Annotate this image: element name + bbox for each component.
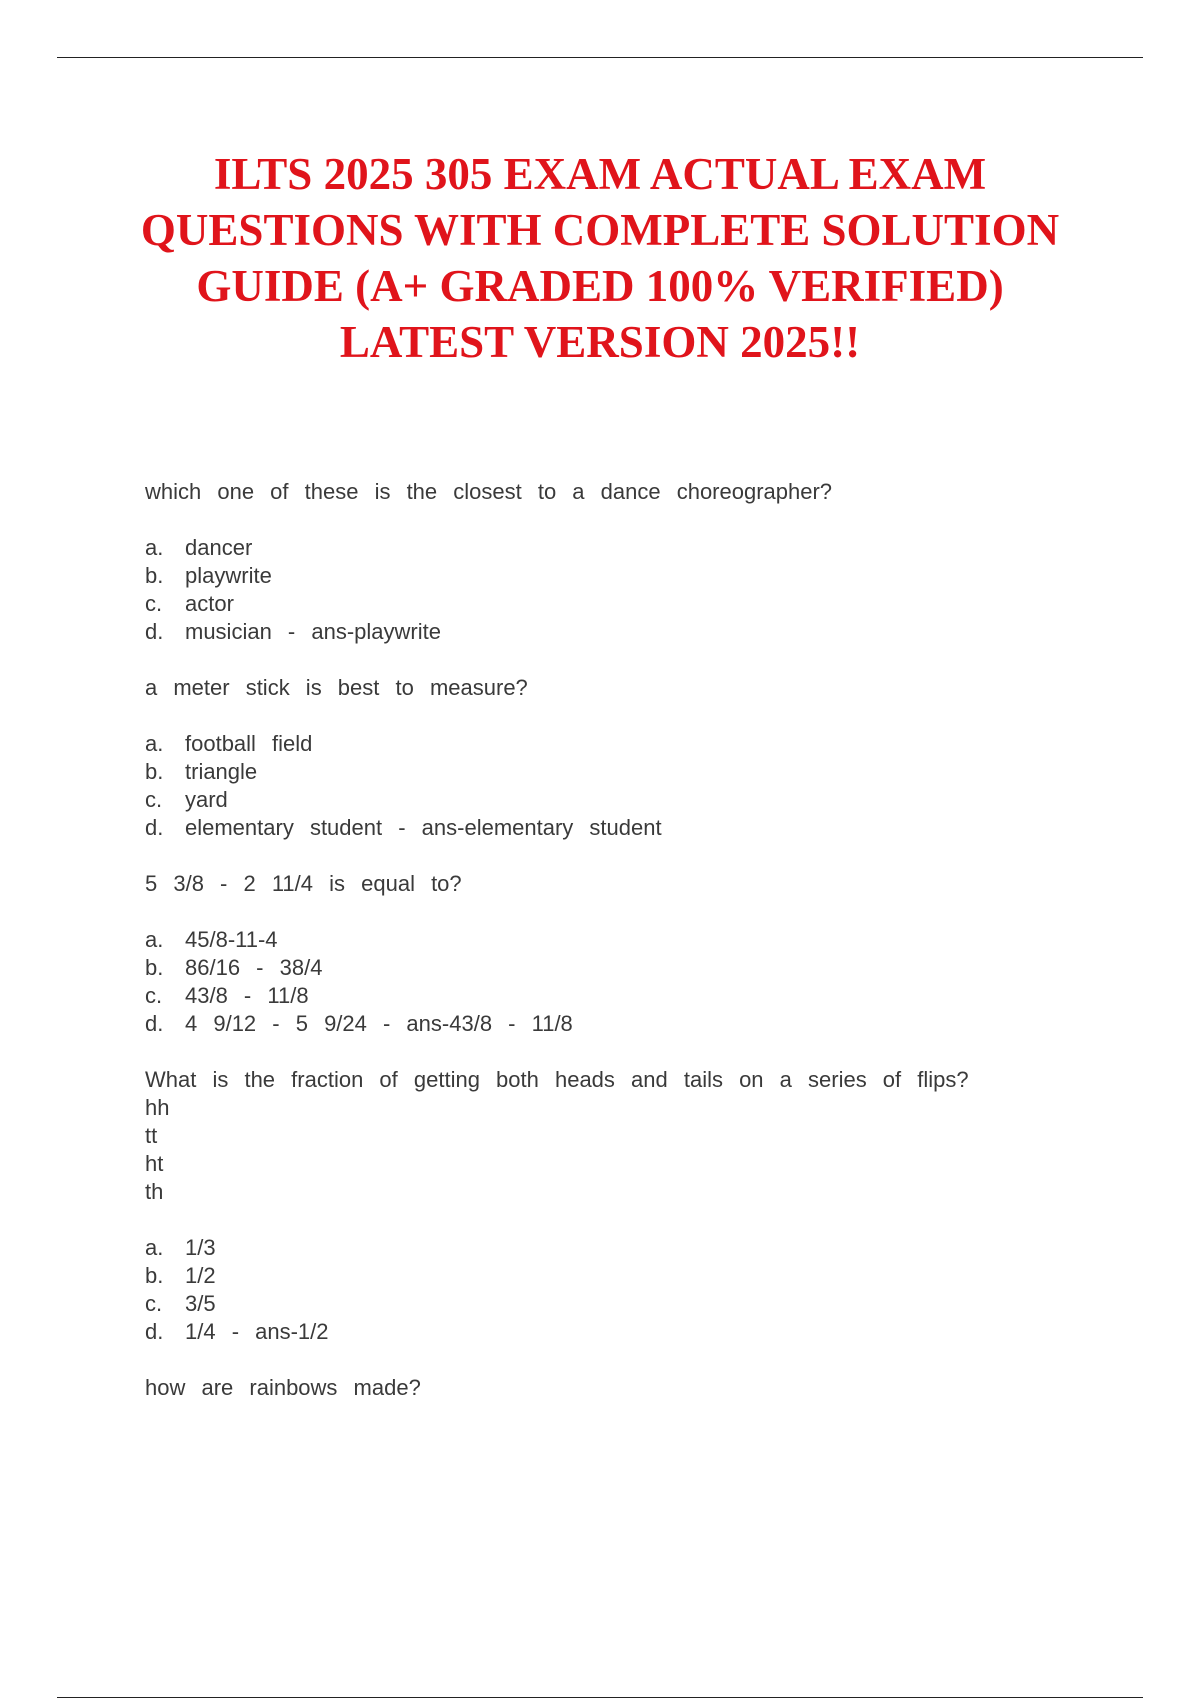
bottom-rule [57, 1697, 1143, 1698]
question-line: 5 3/8 - 2 11/4 is equal to? [145, 871, 462, 896]
question-text [145, 1374, 1100, 1402]
question-line: a meter stick is best to measure? [145, 675, 528, 700]
top-rule [57, 57, 1143, 58]
option-label: a. [145, 1235, 164, 1260]
option-label: b. [145, 563, 164, 588]
option-text: yard [185, 787, 228, 812]
option-text: triangle [185, 759, 258, 784]
option-label: d. [145, 1319, 164, 1344]
option-text: musician - ans-playwrite [185, 619, 441, 644]
answer-option [145, 982, 1100, 1010]
answer-option [145, 730, 1100, 758]
question-line: hh [145, 1095, 170, 1120]
option-text: 43/8 - 11/8 [185, 983, 309, 1008]
option-label: c. [145, 1291, 163, 1316]
answer-option [145, 562, 1100, 590]
option-label: c. [145, 983, 163, 1008]
option-text: football field [185, 731, 313, 756]
option-text: 4 9/12 - 5 9/24 - ans-43/8 - 11/8 [185, 1011, 573, 1036]
question-line: ht [145, 1151, 164, 1176]
answer-option [145, 1262, 1100, 1290]
answer-options [145, 1234, 1100, 1346]
answer-options [145, 534, 1100, 646]
option-label: d. [145, 815, 164, 840]
option-label: c. [145, 787, 163, 812]
question-line: which one of these is the closest to a dance choreographer? [145, 479, 833, 504]
option-text: 86/16 - 38/4 [185, 955, 323, 980]
option-text: 3/5 [185, 1291, 216, 1316]
option-text: elementary student - ans-elementary student [185, 815, 662, 840]
question-line: What is the fraction of getting both heads and tails on a series of flips? [145, 1067, 969, 1092]
answer-option [145, 926, 1100, 954]
option-text: 45/8-11-4 [185, 927, 278, 952]
option-text: 1/4 - ans-1/2 [185, 1319, 329, 1344]
answer-options [145, 926, 1100, 1038]
option-label: a. [145, 927, 164, 952]
answer-options [145, 730, 1100, 842]
question-text [145, 1066, 1100, 1206]
question-line: th [145, 1179, 164, 1204]
answer-option [145, 1234, 1100, 1262]
answer-option [145, 1318, 1100, 1346]
option-label: d. [145, 619, 164, 644]
option-text: actor [185, 591, 234, 616]
question-list [145, 478, 1100, 1430]
answer-option [145, 1010, 1100, 1038]
answer-option [145, 590, 1100, 618]
answer-option [145, 758, 1100, 786]
answer-option [145, 786, 1100, 814]
question-text [145, 674, 1100, 702]
option-text: 1/2 [185, 1263, 216, 1288]
option-label: b. [145, 955, 164, 980]
answer-option [145, 954, 1100, 982]
question-text [145, 478, 1100, 506]
option-label: a. [145, 535, 164, 560]
question-line: tt [145, 1123, 158, 1148]
option-label: b. [145, 1263, 164, 1288]
answer-option [145, 618, 1100, 646]
option-text: 1/3 [185, 1235, 216, 1260]
option-label: c. [145, 591, 163, 616]
option-label: a. [145, 731, 164, 756]
option-label: d. [145, 1011, 164, 1036]
answer-option [145, 1290, 1100, 1318]
answer-option [145, 534, 1100, 562]
question-text [145, 870, 1100, 898]
option-text: playwrite [185, 563, 272, 588]
answer-option [145, 814, 1100, 842]
question-line: how are rainbows made? [145, 1375, 421, 1400]
option-text: dancer [185, 535, 253, 560]
document-title: ILTS 2025 305 EXAM ACTUAL EXAM QUESTIONS WITH COMPLETE SOLUTION GUIDE (A+ GRADED 100% VERIFIED) LATEST VERSION 2025!! [140, 149, 1060, 367]
option-label: b. [145, 759, 164, 784]
